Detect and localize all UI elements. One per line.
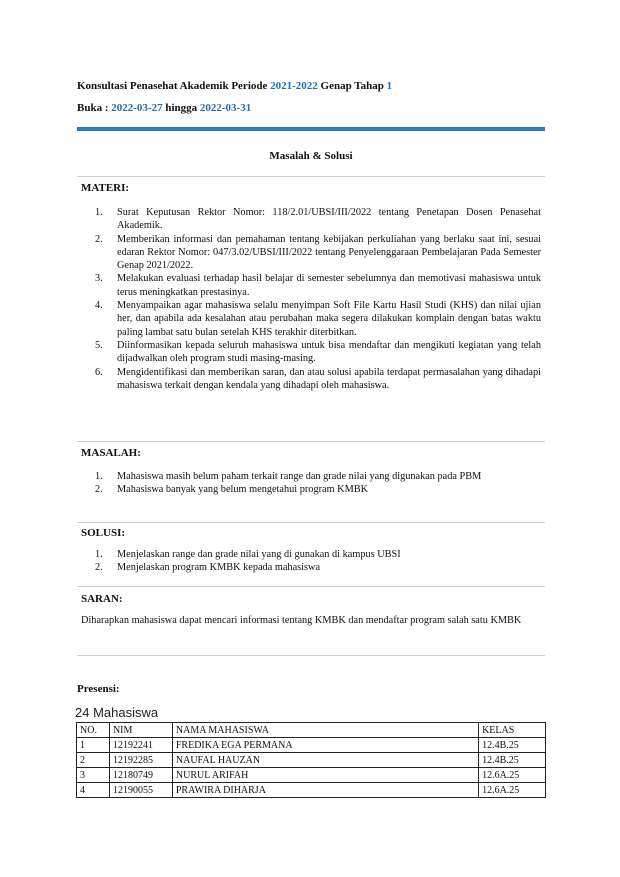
table-row xyxy=(77,753,546,768)
masalah-label: MASALAH: xyxy=(81,447,141,459)
table-cell: FREDIKA EGA PERMANA xyxy=(172,738,478,753)
table-cell: 12.4B.25 xyxy=(479,738,546,753)
divider xyxy=(77,176,545,177)
presensi-label: Presensi: xyxy=(77,683,120,695)
divider xyxy=(77,522,545,523)
list-item: 2. Menjelaskan program KMBK kepada mahasiswa xyxy=(95,562,321,574)
table-cell: 3 xyxy=(77,768,110,783)
list-item: 5. Diinformasikan kepada seluruh mahasiswa untuk bisa mendaftar dan mengikuti kegiatan yang telah dijadwalkan oleh program studi masing-masing. xyxy=(95,339,541,365)
list-item: 3. Melakukan evaluasi terhadap hasil belajar di semester sebelumnya dan memotivasi mahasiswa untuk terus meningkatkan prestasinya. xyxy=(95,273,541,298)
table-cell: 12190055 xyxy=(109,783,172,798)
solusi-list xyxy=(81,548,541,575)
title-prefix: Konsultasi Penasehat Akademik Periode xyxy=(77,80,268,92)
attendance-table xyxy=(76,722,546,798)
masalah-list xyxy=(81,470,541,497)
date-start: 2022-03-27 xyxy=(111,102,163,114)
column-header: NO. xyxy=(77,723,110,738)
table-cell: 12180749 xyxy=(109,768,172,783)
divider xyxy=(77,655,545,656)
list-item: 1. Surat Keputusan Rektor Nomor: 118/2.01/UBSI/III/2022 tentang Penetapan Dosen Penasehat Akademik. xyxy=(95,207,541,232)
table-cell: 12.6A.25 xyxy=(479,783,546,798)
column-header: KELAS xyxy=(479,723,546,738)
stage-label: Tahap xyxy=(354,80,384,92)
table-cell: 1 xyxy=(77,738,110,753)
table-cell: 4 xyxy=(77,783,110,798)
table-cell: 12.4B.25 xyxy=(479,753,546,768)
list-item: 4. Menyampaikan agar mahasiswa selalu menyimpan Soft File Kartu Hasil Studi (KHS) dan nilai ujian her, dan apabila ada kesalahan atau perubahan maka segera dilakukan komplain dengan batas waktu paling lambat satu bulan setelah KHS terakhir diterbitkan. xyxy=(95,300,541,338)
list-item: 2. Mahasiswa banyak yang belum mengetahui program KMBK xyxy=(95,484,369,496)
column-header: NIM xyxy=(109,723,172,738)
table-cell: 12.6A.25 xyxy=(479,768,546,783)
section-heading: Masalah & Solusi xyxy=(269,150,353,162)
table-cell: NURUL ARIFAH xyxy=(172,768,478,783)
date-end: 2022-03-31 xyxy=(199,102,252,114)
materi-label: MATERI: xyxy=(81,182,130,194)
document-title xyxy=(77,80,392,92)
solusi-label: SOLUSI: xyxy=(81,527,126,539)
table-cell: 2 xyxy=(77,753,110,768)
table-cell: NAUFAL HAUZAN xyxy=(172,753,478,768)
table-row xyxy=(77,738,546,753)
header-rule xyxy=(77,127,545,131)
materi-list xyxy=(81,206,541,392)
table-row xyxy=(77,768,546,783)
table-cell: 12192285 xyxy=(109,753,172,768)
list-item: 1. Menjelaskan range dan grade nilai yang di gunakan di kampus UBSI xyxy=(95,549,401,560)
period-value: 2021-2022 xyxy=(270,80,318,92)
divider xyxy=(77,586,545,587)
saran-label: SARAN: xyxy=(81,593,123,605)
list-item: 2. Memberikan informasi dan pemahaman tentang kebijakan perkuliahan yang berlaku saat ini, sesuai edaran Rektor Nomor: 047/3.02/UBSI/III/2022 tentang Penyelenggaraan Pembelajaran Pada Semester Genap 2021/2022. xyxy=(95,233,541,272)
table-cell: PRAWIRA DIHARJA xyxy=(172,783,478,798)
date-prefix: Buka : xyxy=(77,102,109,114)
saran-text: Diharapkan mahasiswa dapat mencari informasi tentang KMBK dan mendaftar program salah satu KMBK xyxy=(81,615,522,626)
term-value: Genap xyxy=(320,80,352,92)
list-item: 1. Mahasiswa masih belum paham terkait range dan grade nilai yang digunakan pada PBM xyxy=(95,471,482,482)
date-joiner: hingga xyxy=(165,102,198,114)
column-header: NAMA MAHASISWA xyxy=(172,723,478,738)
attendance-count: 24 Mahasiswa xyxy=(75,705,159,720)
table-row xyxy=(77,783,546,798)
table-cell: 12192241 xyxy=(109,738,172,753)
divider xyxy=(77,441,545,442)
date-range xyxy=(77,102,251,114)
table-header-row xyxy=(77,723,546,738)
list-item: 6. Mengidentifikasi dan memberikan saran, dan atau solusi apabila terdapat permasalahan yang dihadapi mahasiswa terkait dengan kendala yang dihadapi oleh mahasiswa. xyxy=(95,366,541,391)
stage-value: 1 xyxy=(386,80,393,92)
